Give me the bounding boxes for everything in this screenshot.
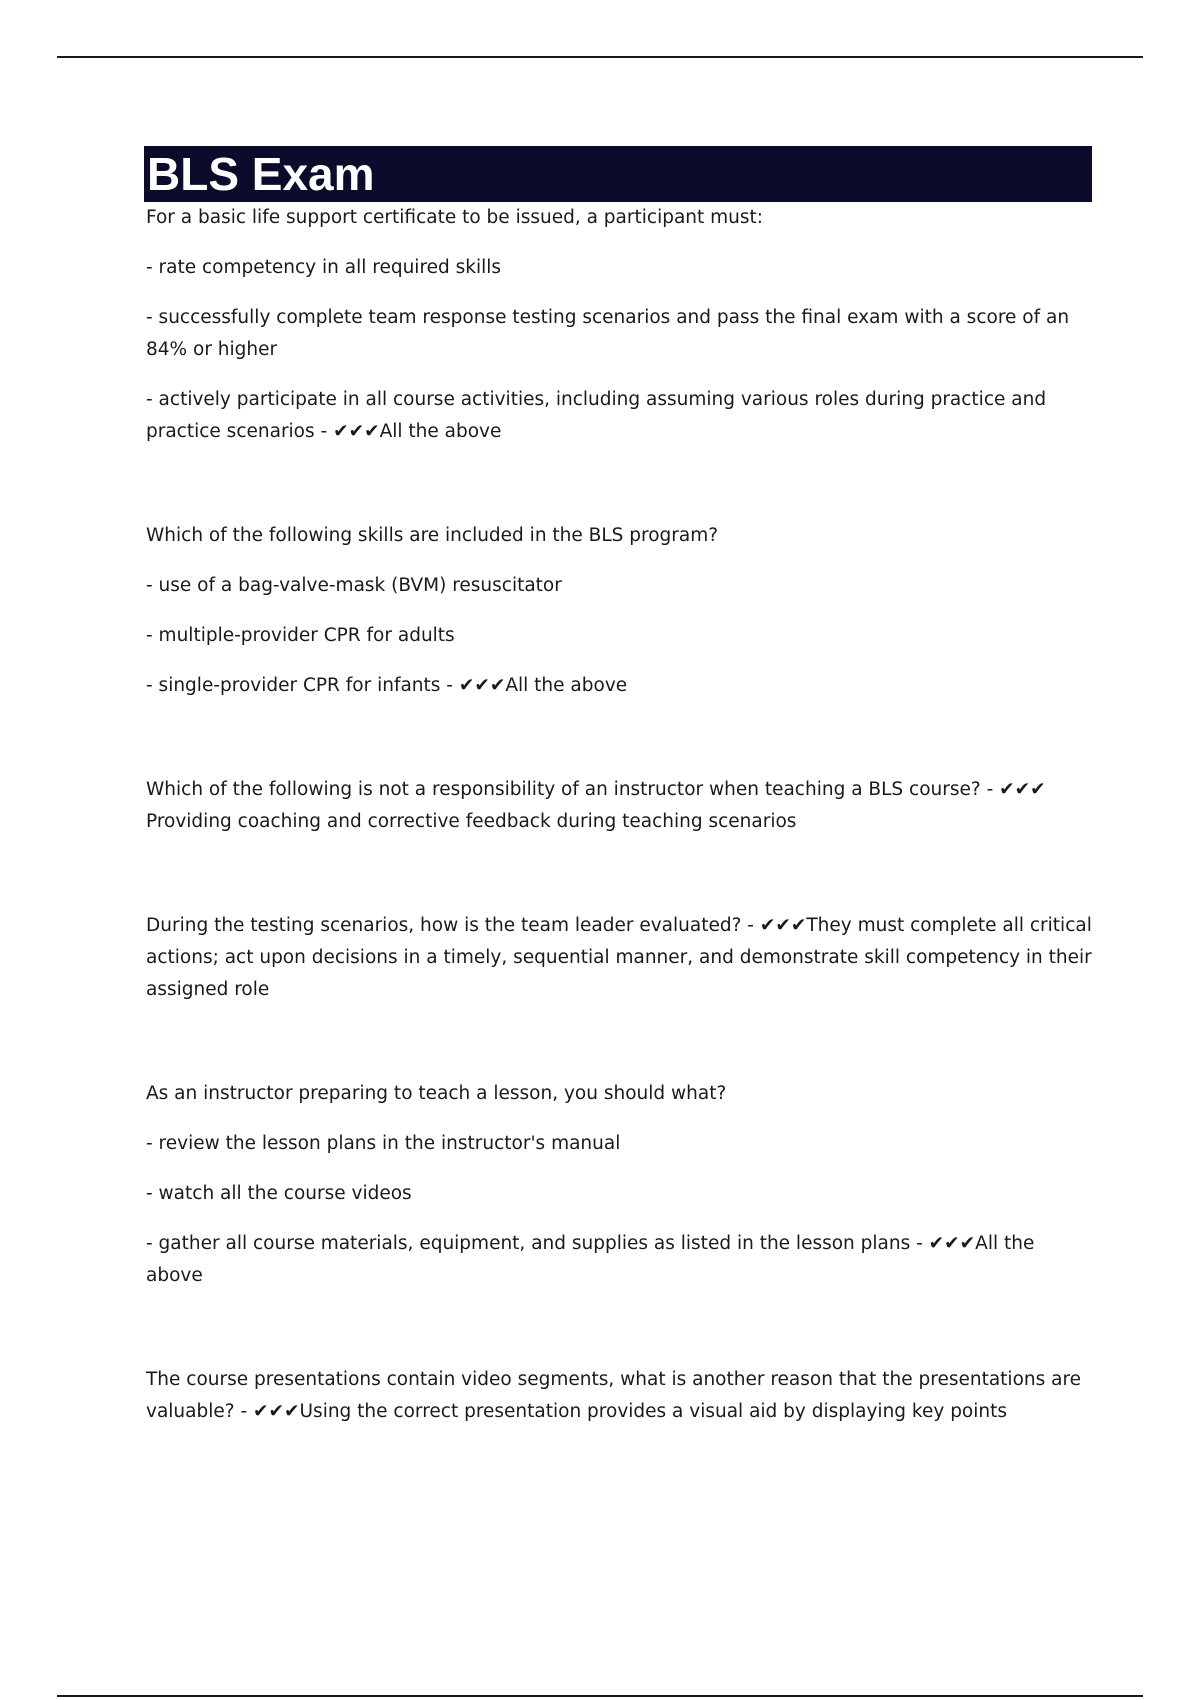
question-line: As an instructor preparing to teach a lesson, you should what?	[146, 1083, 727, 1104]
question-block-1	[146, 202, 1096, 448]
option-answer-line: - single-provider CPR for infants - ✔✔✔All the above	[146, 675, 628, 696]
option-line: - use of a bag-valve-mask (BVM) resuscitator	[146, 575, 562, 596]
question-block-3	[146, 774, 1096, 838]
option-answer-line: - gather all course materials, equipment, and supplies as listed in the lesson plans - ✔✔✔All the above	[146, 1233, 1035, 1286]
option-line: - watch all the course videos	[146, 1183, 412, 1204]
question-answer-line: During the testing scenarios, how is the team leader evaluated? - ✔✔✔They must complete all critical actions; act upon decisions in a timely, sequential manner, and demonstrate skill competency in their assigned role	[146, 915, 1092, 1000]
option-line: - multiple-provider CPR for adults	[146, 625, 455, 646]
question-line: Which of the following skills are included in the BLS program?	[146, 525, 719, 546]
option-line: - review the lesson plans in the instructor's manual	[146, 1133, 621, 1154]
question-line: For a basic life support certificate to be issued, a participant must:	[146, 207, 764, 228]
option-line: - rate competency in all required skills	[146, 257, 502, 278]
question-block-4	[146, 910, 1096, 1006]
page-bottom-rule	[57, 1695, 1143, 1697]
document-title: BLS Exam	[147, 148, 375, 200]
question-block-5	[146, 1078, 1096, 1292]
question-answer-line: The course presentations contain video segments, what is another reason that the presentations are valuable? - ✔✔✔Using the correct presentation provides a visual aid by displaying key points	[146, 1369, 1082, 1422]
question-block-6	[146, 1364, 1096, 1428]
question-block-2	[146, 520, 1096, 702]
document-body	[146, 146, 1096, 1428]
option-answer-line: - actively participate in all course activities, including assuming various roles during practice and practice scenarios - ✔✔✔All the above	[146, 389, 1047, 442]
option-line: - successfully complete team response testing scenarios and pass the final exam with a score of an 84% or higher	[146, 307, 1070, 360]
title-banner	[144, 146, 1092, 202]
page-top-rule	[57, 56, 1143, 58]
question-answer-line: Which of the following is not a responsibility of an instructor when teaching a BLS course? - ✔✔✔ Providing coaching and corrective feedback during teaching scenarios	[146, 779, 1046, 832]
